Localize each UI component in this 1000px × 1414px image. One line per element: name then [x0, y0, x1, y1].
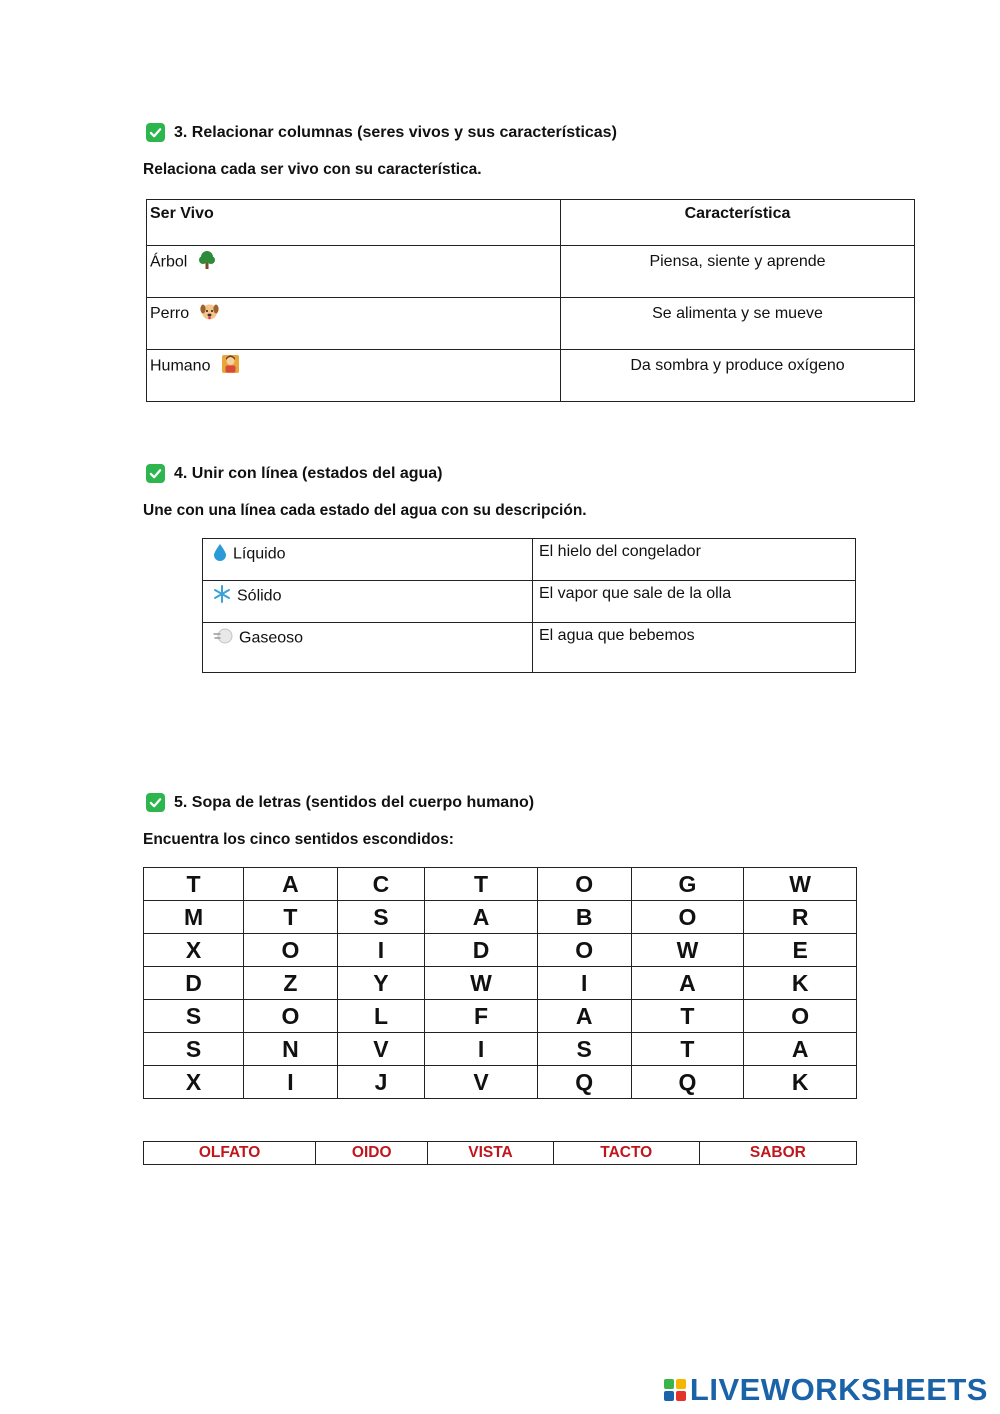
grid-cell: L [337, 1000, 424, 1033]
grid-cell: Y [337, 967, 424, 1000]
grid-cell: W [425, 967, 538, 1000]
grid-cell: I [425, 1033, 538, 1066]
snowflake-icon [213, 585, 231, 608]
state-cell [203, 581, 533, 623]
grid-cell: D [144, 967, 244, 1000]
section3-title: 3. Relacionar columnas (seres vivos y sus características) [174, 123, 617, 141]
state-cell [203, 623, 533, 673]
grid-cell: V [337, 1033, 424, 1066]
grid-cell: S [144, 1000, 244, 1033]
checkmark-icon [146, 793, 165, 812]
grid-cell: G [631, 868, 744, 901]
brand-name: LIVEWORKSHEETS [689, 1372, 988, 1407]
grid-cell: O [631, 901, 744, 934]
table-row [147, 350, 915, 402]
dog-icon [200, 302, 219, 326]
grid-cell: X [144, 1066, 244, 1099]
grid-cell: T [244, 901, 338, 934]
grid-cell: E [744, 934, 857, 967]
tree-icon [198, 250, 216, 275]
logo-blocks-icon [664, 1379, 686, 1401]
word-item: SABOR [699, 1142, 856, 1165]
grid-cell: A [631, 967, 744, 1000]
word-list [143, 1141, 857, 1165]
grid-cell: I [537, 967, 631, 1000]
state-name: Sólido [237, 587, 282, 605]
living-name: Árbol [150, 253, 188, 271]
description-cell: El agua que bebemos [533, 623, 856, 673]
grid-cell: B [537, 901, 631, 934]
grid-cell: X [144, 934, 244, 967]
state-cell [203, 539, 533, 581]
table-row [203, 623, 856, 673]
grid-cell: F [425, 1000, 538, 1033]
trait-cell: Piensa, siente y aprende [561, 246, 915, 298]
header-trait: Característica [561, 200, 915, 246]
grid-cell: Z [244, 967, 338, 1000]
table-header-row [147, 200, 915, 246]
section3-instruction: Relaciona cada ser vivo con su característica. [143, 161, 482, 178]
grid-cell: V [425, 1066, 538, 1099]
table-row [147, 246, 915, 298]
checkmark-icon [146, 464, 165, 483]
grid-cell: N [244, 1033, 338, 1066]
grid-row [144, 967, 857, 1000]
grid-cell: S [537, 1033, 631, 1066]
trait-cell: Se alimenta y se mueve [561, 298, 915, 350]
grid-row [144, 1033, 857, 1066]
table-row [203, 581, 856, 623]
word-search-grid [143, 867, 857, 1099]
living-beings-table [146, 199, 915, 402]
grid-row [144, 1066, 857, 1099]
person-icon [221, 354, 240, 379]
droplet-icon [213, 543, 227, 566]
grid-cell: O [244, 1000, 338, 1033]
grid-cell: I [244, 1066, 338, 1099]
grid-cell: Q [537, 1066, 631, 1099]
grid-cell: K [744, 1066, 857, 1099]
state-name: Gaseoso [239, 629, 304, 647]
water-states-table [202, 538, 856, 673]
word-item: OIDO [316, 1142, 428, 1165]
section4-heading [146, 464, 443, 483]
table-row [147, 298, 915, 350]
grid-row [144, 934, 857, 967]
grid-cell: M [144, 901, 244, 934]
grid-cell: A [244, 868, 338, 901]
wind-icon [213, 627, 233, 650]
grid-cell: T [631, 1000, 744, 1033]
grid-cell: W [744, 868, 857, 901]
grid-cell: O [537, 934, 631, 967]
grid-cell: K [744, 967, 857, 1000]
section4-title: 4. Unir con línea (estados del agua) [174, 464, 443, 482]
grid-cell: R [744, 901, 857, 934]
word-item: OLFATO [144, 1142, 316, 1165]
checkmark-icon [146, 123, 165, 142]
grid-row [144, 1000, 857, 1033]
description-cell: El vapor que sale de la olla [533, 581, 856, 623]
grid-cell: S [337, 901, 424, 934]
grid-cell: S [144, 1033, 244, 1066]
section5-heading [146, 793, 534, 812]
grid-cell: C [337, 868, 424, 901]
grid-row [144, 901, 857, 934]
living-name: Humano [150, 357, 211, 375]
grid-cell: T [425, 868, 538, 901]
trait-cell: Da sombra y produce oxígeno [561, 350, 915, 402]
grid-cell: W [631, 934, 744, 967]
living-cell [147, 246, 561, 298]
section5-instruction: Encuentra los cinco sentidos escondidos: [143, 831, 454, 848]
living-cell [147, 350, 561, 402]
word-item: TACTO [553, 1142, 699, 1165]
grid-cell: T [631, 1033, 744, 1066]
section4-instruction: Une con una línea cada estado del agua con su descripción. [143, 502, 587, 519]
grid-row [144, 868, 857, 901]
grid-cell: I [337, 934, 424, 967]
grid-cell: Q [631, 1066, 744, 1099]
description-cell: El hielo del congelador [533, 539, 856, 581]
table-row [203, 539, 856, 581]
living-name: Perro [150, 305, 190, 323]
section3-heading [146, 123, 617, 142]
grid-cell: A [425, 901, 538, 934]
grid-cell: D [425, 934, 538, 967]
grid-cell: O [537, 868, 631, 901]
grid-cell: A [744, 1033, 857, 1066]
grid-cell: O [744, 1000, 857, 1033]
brand-logo [664, 1372, 988, 1408]
section5-title: 5. Sopa de letras (sentidos del cuerpo humano) [174, 793, 535, 811]
grid-cell: J [337, 1066, 424, 1099]
grid-cell: T [144, 868, 244, 901]
grid-cell: O [244, 934, 338, 967]
state-name: Líquido [233, 545, 286, 563]
header-living: Ser Vivo [147, 200, 561, 246]
word-item: VISTA [428, 1142, 553, 1165]
grid-cell: A [537, 1000, 631, 1033]
living-cell [147, 298, 561, 350]
